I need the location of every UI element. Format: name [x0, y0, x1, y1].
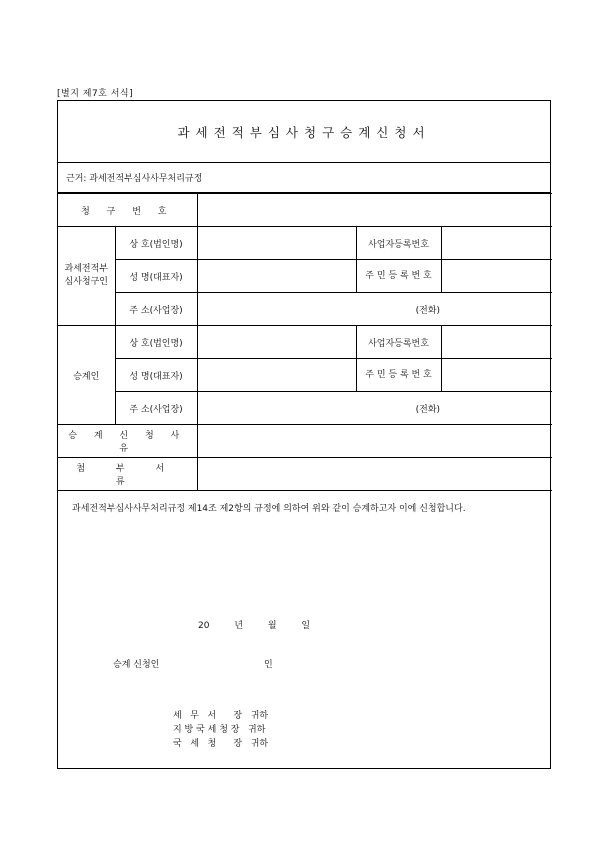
legal-basis: 근거: 과세전적부심사사무처리규정 [58, 163, 550, 193]
successor-resident-reg-field[interactable] [441, 359, 552, 392]
successor-trade-name-label: 상 호(법인명) [115, 326, 197, 359]
succession-reason-label: 승 계 신 청 사 유 [58, 425, 197, 458]
applicant-label: 승계 신청인 [113, 660, 160, 670]
claimant-address-field[interactable] [197, 293, 552, 326]
claimant-resident-reg-field[interactable] [441, 260, 552, 293]
successor-resident-reg-label: 주 민 등 록 번 호 [356, 359, 441, 392]
attachments-field[interactable] [197, 458, 552, 491]
claimant-name-field[interactable] [197, 260, 356, 293]
successor-business-reg-field[interactable] [441, 326, 552, 359]
form-table [58, 193, 552, 491]
claimant-address-label: 주 소(사업장) [115, 293, 197, 326]
attachments-label: 첨 부 서 류 [58, 458, 197, 491]
successor-name-label: 성 명(대표자) [115, 359, 197, 392]
form-title: 과세전적부심사청구승계신청서 [58, 101, 550, 163]
addressee-block: 세 무 서 장 귀하 지 방 국 세 청 장 귀하 국 세 청 장 귀하 [173, 711, 269, 749]
claimant-business-reg-label: 사업자등록번호 [356, 227, 441, 260]
successor-trade-name-field[interactable] [197, 326, 356, 359]
successor-phone-label: (전화) [415, 404, 441, 415]
successor-group-label: 승계인 [58, 326, 115, 425]
claimant-name-label: 성 명(대표자) [115, 260, 197, 293]
successor-address-field[interactable] [197, 392, 552, 425]
application-statement: 과세전적부심사사무처리규정 제14조 제2항의 규정에 의하여 위와 같이 승계하고자 이에 신청합니다. [72, 504, 466, 514]
claimant-trade-name-field[interactable] [197, 227, 356, 260]
claimant-trade-name-label: 상 호(법인명) [115, 227, 197, 260]
claimant-phone-label: (전화) [415, 305, 441, 316]
successor-business-reg-label: 사업자등록번호 [356, 326, 441, 359]
successor-name-field[interactable] [197, 359, 356, 392]
claimant-business-reg-field[interactable] [441, 227, 552, 260]
date-line: 20 년 월 일 [198, 621, 311, 631]
form-label: [별지 제7호 서식] [57, 89, 134, 99]
successor-address-label: 주 소(사업장) [115, 392, 197, 425]
claim-number-field[interactable] [197, 194, 552, 227]
seal-mark: 인 [264, 660, 273, 670]
claimant-resident-reg-label: 주 민 등 록 번 호 [356, 260, 441, 293]
succession-reason-field[interactable] [197, 425, 552, 458]
claimant-group-label: 과세전적부 심사청구인 [58, 227, 115, 326]
claim-number-label: 청 구 번 호 [58, 194, 197, 227]
